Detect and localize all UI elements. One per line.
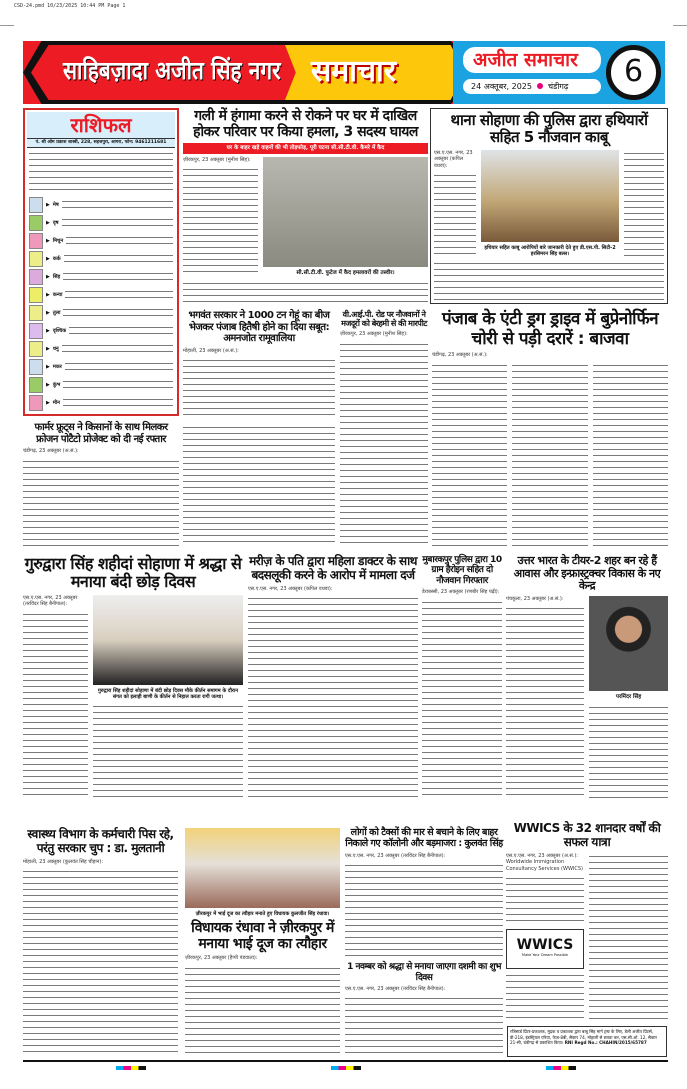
zodiac-icon — [29, 395, 43, 411]
story-anti-drug — [432, 310, 668, 546]
headline: थाना सोहाणा की पुलिस द्वारा हथियारों सहित 5 नौजवान काबू — [450, 111, 648, 147]
brand-box — [463, 47, 601, 73]
dateline: मोहाली, 23 अक्तूबर (कुलवंत सिंह चौहान): — [23, 858, 104, 865]
photo-caption: ज़ीरकपुर में भाई दूज का त्यौहार मनाते हुए विधायक कुलजीत सिंह रंधावा। — [195, 911, 330, 917]
brand-name: अजीत समाचार — [473, 49, 578, 71]
zodiac-icon — [29, 215, 43, 231]
dateline: एस.ए.एस. नगर, 23 अक्तूबर (कपिल वधवा): — [434, 149, 473, 169]
story-vip-road — [340, 310, 428, 546]
story-bhai-dooj — [185, 828, 340, 1056]
arrow-icon: ▶ — [46, 399, 50, 406]
story-sohana-police — [430, 108, 668, 304]
imprint-box: रजिस्टर्ड प्रिंटर-प्रकाशक, मुद्रक व प्रकाशक द्वारा बाबू सिंह मार्ग ट्रस्ट के लिए, डेली अजीत प्रिंटर्स, डी-218, इंडस्ट्रियल एरिया, फेज़-8बी, सैक्टर 74, मोहाली से छपवा कर, एस.सी.ओ. 12, सैक्टर 21-सी, चंडीगढ़ से प्रकाशित किया। RNI Regd No.: CHAHIN/2015/65787 — [507, 1026, 667, 1057]
page-number: 6 — [606, 45, 661, 100]
arrow-icon: ▶ — [46, 381, 50, 388]
story-wheat-seed — [183, 310, 335, 420]
zodiac-icon — [29, 305, 43, 321]
dateline: ज़ीरकपुर, 23 अक्तूबर (हैप्पी पंडवाला): — [185, 955, 258, 962]
dateline: एस.ए.एस. नगर, 23 अक्तूबर (तरविंदर सिंह बैनीपाल): — [23, 594, 78, 608]
arrow-icon: ▶ — [46, 291, 50, 298]
story-wwics — [506, 822, 668, 1022]
headline: फार्मर फ्रूट्स ने किसानों के साथ मिलकर फ्रोजन पोटैटो प्रोजेक्ट को दी नई रफ्तार — [34, 422, 168, 445]
rashifal-item — [29, 340, 173, 357]
zodiac-icon — [29, 251, 43, 267]
dateline: मोहाली, 23 अक्तूबर (अ.सं.): — [183, 347, 239, 354]
zodiac-icon — [29, 233, 43, 249]
rashifal-item — [29, 358, 173, 375]
story-gurdwara — [23, 555, 243, 800]
zodiac-sign: सिंह — [52, 273, 61, 280]
wwics-logo: WWICS Make Your Dream Possible — [506, 929, 584, 969]
photo-caption: सी.सी.टी.वी. फुटेज में कैद हमलावरों की तस्वीर। — [296, 270, 395, 277]
zodiac-sign: मिथुन — [52, 237, 64, 244]
headline: गुरुद्वारा सिंह शहीदां सोहाणा में श्रद्धा से मनाया बंदी छोड़ दिवस — [24, 554, 242, 592]
headline: विधायक रंधावा ने ज़ीरकपुर में मनाया भाई दूज का त्यौहार — [191, 920, 334, 953]
kirtan-photo — [93, 595, 243, 685]
headline: स्वास्थ्य विभाग के कर्मचारी पिस रहे, परंतु सरकार चुप : डा. मुलतानी — [27, 827, 174, 855]
issue-date: 24 अक्तूबर, 2025 चंडीगढ़ — [463, 79, 601, 94]
dateline: एस.ए.एस. नगर, 23 अक्तूबर (तरविंदर सिंह बैनीपाल): — [345, 852, 446, 859]
zodiac-sign: कर्क — [52, 255, 61, 262]
rashifal-title: राशिफल — [27, 112, 175, 138]
zodiac-sign: कुंभ — [52, 381, 61, 388]
rashifal-item — [29, 304, 173, 321]
dateline: एस.ए.एस. नगर, 23 अक्तूबर (कपिल वधवा): — [248, 585, 333, 592]
arrow-icon: ▶ — [46, 219, 50, 226]
zodiac-sign: वृष — [52, 219, 59, 226]
dateline: डेराबस्सी, 23 अक्तूबर (रणबीर सिंह पढ़ी): — [422, 589, 500, 596]
arrow-icon: ▶ — [46, 255, 50, 262]
zodiac-sign: धनु — [52, 345, 59, 352]
headline: गली में हंगामा करने से रोकने पर घर में दाखिल होकर परिवार पर किया हमला, 3 सदस्य घायल — [193, 108, 418, 141]
photo-caption: हथियार सहित काबू आरोपियों बारे जानकारी देते हुए डी.एस.पी. सिटी-2 हरसिमरन सिंह बल्ल। — [484, 244, 616, 257]
story-tier2-cities — [506, 555, 668, 800]
arrow-icon: ▶ — [46, 345, 50, 352]
rashifal-item — [29, 286, 173, 303]
headline: उत्तर भारत के टीयर-2 शहर बन रहे हैं आवास और इन्फ्रास्ट्रक्चर विकास के नए केन्द्र — [513, 554, 661, 593]
headline: वी.आई.पी. रोड पर नौजवानों ने मजदूरों को बेरहमी से की मारपीट — [341, 310, 427, 329]
headline: पंजाब के एंटी ड्रग ड्राइव में बुप्रेनोर्फिन चोरी से पड़ी दरारें : बाजवा — [441, 309, 659, 349]
zodiac-sign: वृश्चिक — [52, 327, 67, 334]
masthead-title-box — [63, 53, 281, 87]
zodiac-icon — [29, 359, 43, 375]
rashifal-item — [29, 250, 173, 267]
headline: मुबारकपुर पुलिस द्वारा 10 ग्राम हैरोइन सहित दो नौजवान गिरफ्तार — [422, 555, 502, 586]
rni-number: RNI Regd No.: CHAHIN/2015/65787 — [564, 1040, 647, 1046]
masthead-section: समाचार — [311, 54, 397, 89]
masthead-title: साहिबज़ादा अजीत सिंह नगर — [63, 56, 281, 85]
zodiac-icon — [29, 269, 43, 285]
zodiac-sign: मीन — [52, 399, 60, 406]
zodiac-sign: तुला — [52, 309, 61, 316]
zodiac-sign: मेष — [52, 201, 59, 208]
headline: 1 नवम्बर को श्रद्धा से मनाया जाएगा दशमी का शुभ दिवस — [347, 962, 501, 983]
arrow-icon: ▶ — [46, 201, 50, 208]
story-taxes — [345, 828, 503, 1056]
headline: WWICS के 32 शानदार वर्षों की सफल यात्रा — [513, 821, 661, 849]
print-slug: CSD-24.pmd 10/23/2025 10:44 PM Page 1 — [14, 3, 126, 9]
arrow-icon: ▶ — [46, 309, 50, 316]
headline: भगवंत सरकार ने 1000 टन गेहूं का बीज भेजकर पंजाब हितैषी होने का दिया सबूत: अमनजोत रामूवालिया — [188, 310, 330, 344]
arrow-icon: ▶ — [46, 363, 50, 370]
headline: लोगों को टैक्सों की मार से बचाने के लिए बाहर निकाले गए कॉलोनी और बड़माजरा : कुलवंत सिंह — [345, 827, 503, 849]
rashifal-byline: पं. श्री ओम प्रकाश शास्त्री, 228, सहजपुरा, आगरा, फोन: 9461211681 — [27, 138, 175, 148]
crop-mark — [0, 25, 14, 26]
story-farmer-fruits — [23, 422, 179, 546]
zodiac-icon — [29, 287, 43, 303]
rashifal-item — [29, 196, 173, 213]
rashifal-item — [29, 268, 173, 285]
rashifal-item — [29, 232, 173, 249]
zodiac-sign: कन्या — [52, 291, 63, 298]
photo-caption: गुरुद्वारा सिंह शहीदां सोहाणा में बंदी छोड़ दिवस मौके कीर्तन समागम के दौरान संगत को इलाही बाणी के कीर्तन से निहाल करता रागी जत्था। — [97, 687, 238, 701]
rashifal-item — [29, 376, 173, 393]
masthead — [23, 41, 665, 104]
dateline: ज़ीरकपुर, 23 अक्तूबर (मुनीश सिंह): — [340, 331, 408, 338]
zodiac-icon — [29, 197, 43, 213]
color-registration-marks — [23, 1066, 668, 1070]
rashifal-box — [23, 108, 179, 416]
rashifal-item — [29, 322, 173, 339]
arrow-icon: ▶ — [46, 273, 50, 280]
rashifal-item — [29, 214, 173, 231]
arrow-icon: ▶ — [46, 237, 50, 244]
story-attack — [183, 108, 428, 304]
dateline: एस.ए.एस. नगर, 23 अक्तूबर (तरविंदर सिंह बैनीपाल): — [345, 985, 446, 992]
headline: मरीज़ के पति द्वारा महिला डाक्टर के साथ बदसलूकी करने के आरोप में मामला दर्ज — [249, 554, 417, 582]
zodiac-icon — [29, 323, 43, 339]
story-heroin-arrest — [422, 555, 502, 800]
arrow-icon: ▶ — [46, 327, 50, 334]
dateline: चंडीगढ़, 23 अक्तूबर (अ.सं.): — [432, 352, 488, 359]
person-photo — [589, 596, 668, 691]
subhead: घर के बाहर खड़े वाहनों की भी तोड़फोड़, पूरी घटना सी.सी.टी.वी. कैमरे में कैद — [183, 143, 428, 154]
photo-caption: परमिंदर सिंह — [615, 693, 642, 700]
bottom-rule — [23, 1060, 668, 1062]
bhai-dooj-photo — [185, 828, 340, 908]
crop-mark — [673, 25, 687, 26]
zodiac-icon — [29, 341, 43, 357]
dateline: पंचकूला, 23 अक्तूबर (अ.सं.): — [506, 595, 564, 602]
dateline: चंडीगढ़, 23 अक्तूबर (अ.सं.): — [23, 448, 79, 454]
cctv-photo — [263, 157, 428, 267]
story-health-dept — [23, 828, 178, 1056]
zodiac-sign: मकर — [52, 363, 62, 370]
story-doctor-misbehave — [248, 555, 418, 800]
zodiac-icon — [29, 377, 43, 393]
story-wheat-seed-continued — [183, 424, 335, 546]
police-photo — [481, 150, 619, 242]
masthead-section-box — [311, 49, 451, 90]
rashifal-item — [29, 394, 173, 411]
dateline: ज़ीरकपुर, 23 अक्तूबर (मुनीश सिंह): — [183, 156, 251, 163]
dateline: एस.ए.एस. नगर, 23 अक्तूबर (अ.सं.): Worldwide Immigration Consultancy Services (WWICS) — [506, 852, 583, 872]
